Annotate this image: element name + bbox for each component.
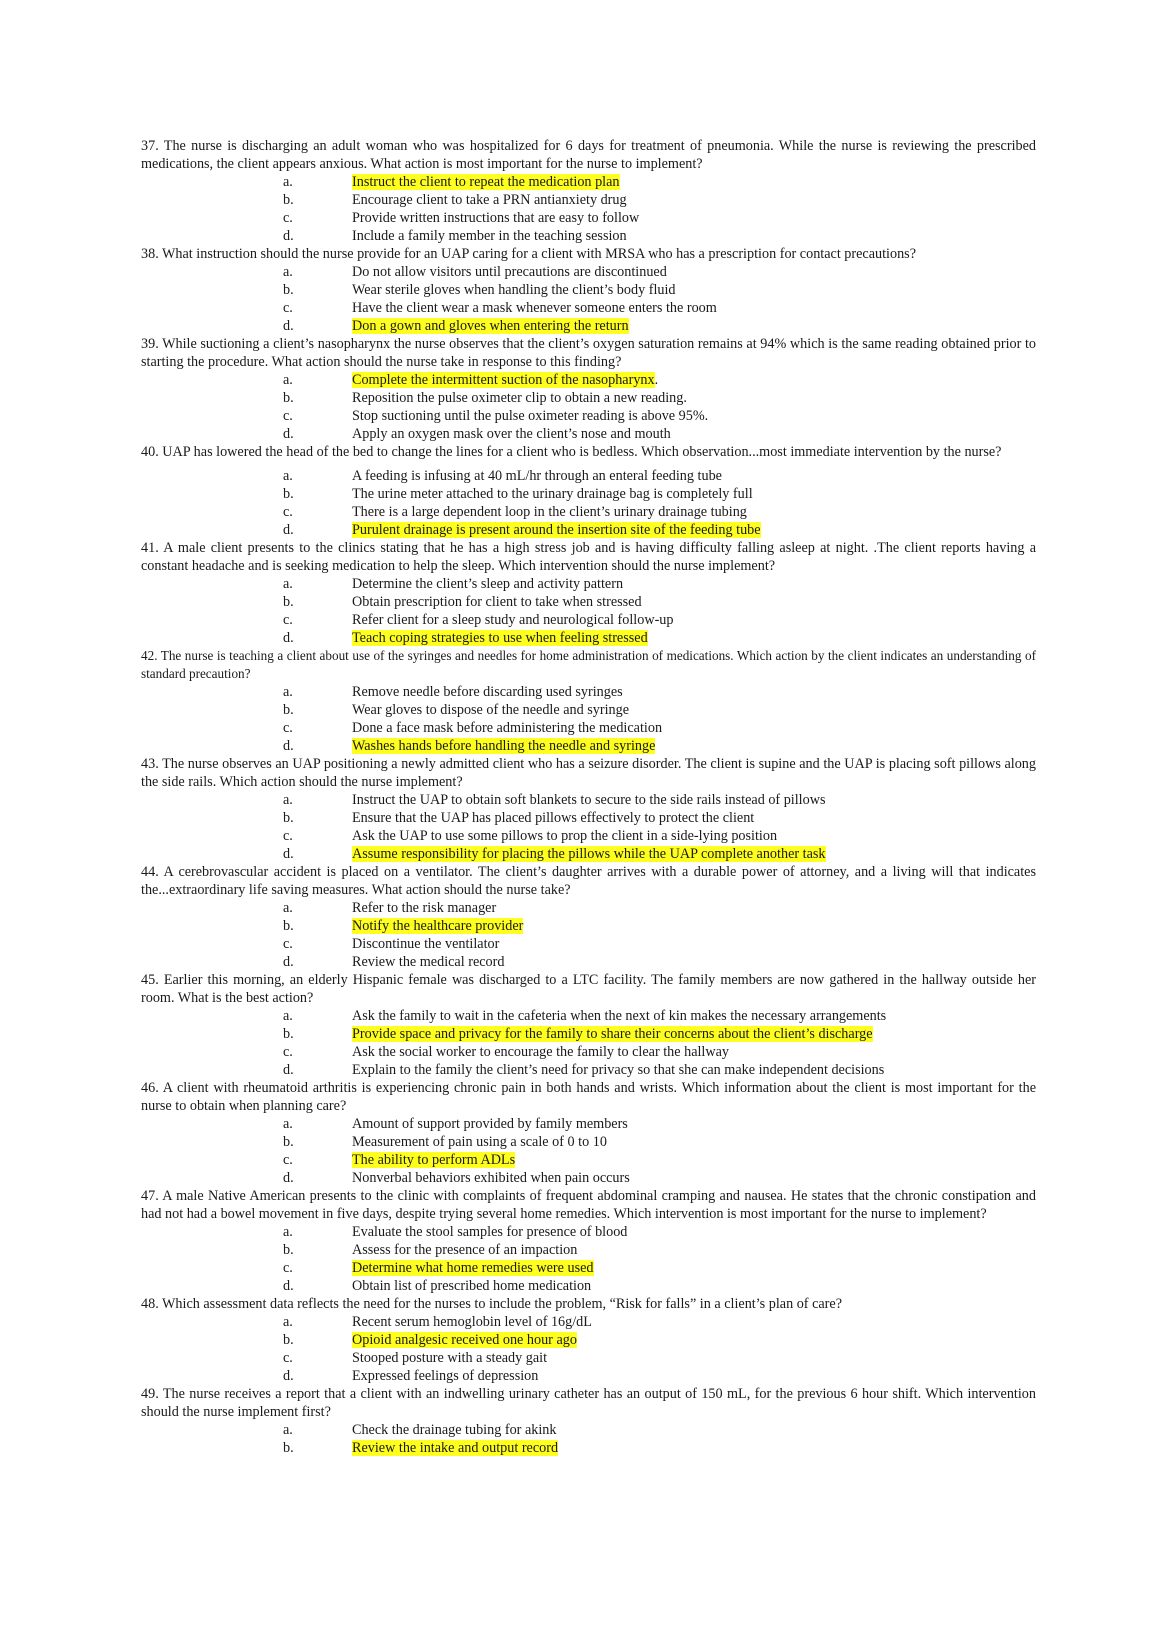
option-text: Obtain list of prescribed home medication	[352, 1278, 592, 1294]
option-letter: a.	[283, 1224, 293, 1240]
answer-option	[141, 1025, 1036, 1043]
option-text: Stop suctioning until the pulse oximeter reading is above 95%.	[352, 408, 709, 424]
option-letter: c.	[283, 1260, 293, 1276]
option-letter: b.	[283, 918, 294, 934]
answer-option	[141, 389, 1036, 407]
option-letter: b.	[283, 594, 294, 610]
option-letter: a.	[283, 792, 293, 808]
answer-option	[141, 299, 1036, 317]
answer-option	[141, 503, 1036, 521]
option-letter: b.	[283, 1242, 294, 1258]
option-letter: a.	[283, 174, 293, 190]
question-stem: 37. The nurse is discharging an adult woman who was hospitalized for 6 days for treatment of pneumonia. While the nurse is reviewing the prescribed medications, the client appears anxious. What action is most important for the nurse to implement?	[141, 138, 1036, 172]
option-letter: c.	[283, 210, 293, 226]
option-letter: a.	[283, 1422, 293, 1438]
option-text: Assess for the presence of an impaction	[352, 1242, 578, 1258]
option-letter: c.	[283, 1152, 293, 1168]
answer-option	[141, 899, 1036, 917]
option-letter: d.	[283, 954, 294, 970]
answer-option	[141, 1259, 1036, 1277]
question-stem: 39. While suctioning a client’s nasopharynx the nurse observes that the client’s oxygen saturation remains at 94% which is the same reading obtained prior to starting the procedure. What action should the nurse take in response to this finding?	[141, 336, 1036, 370]
option-letter: a.	[283, 468, 293, 484]
answer-option	[141, 935, 1036, 953]
highlighted-answer-text: Washes hands before handling the needle and syringe	[352, 738, 656, 754]
question-block	[141, 647, 1036, 755]
answer-option	[141, 1151, 1036, 1169]
highlighted-answer-text: Assume responsibility for placing the pillows while the UAP complete another task	[352, 846, 826, 862]
answer-option	[141, 467, 1036, 485]
highlighted-answer-text: Purulent drainage is present around the insertion site of the feeding tube	[352, 522, 761, 538]
option-letter: b.	[283, 282, 294, 298]
question-block	[141, 443, 1036, 539]
option-letter: a.	[283, 372, 293, 388]
answer-option	[141, 485, 1036, 503]
question-block	[141, 1385, 1036, 1457]
question-stem: 44. A cerebrovascular accident is placed on a ventilator. The client’s daughter arrives with a durable power of attorney, and a living will that indicates the...extraordinary life saving measures. What action should the nurse take?	[141, 864, 1036, 898]
answer-option	[141, 1007, 1036, 1025]
option-letter: d.	[283, 318, 294, 334]
option-letter: d.	[283, 738, 294, 754]
option-letter: c.	[283, 300, 293, 316]
question-stem: 42. The nurse is teaching a client about use of the syringes and needles for home administration of medications. Which action by the client indicates an understanding of standard precaution?	[141, 648, 1036, 681]
question-stem: 49. The nurse receives a report that a client with an indwelling urinary catheter has an output of 150 mL, for the previous 6 hour shift. Which intervention should the nurse implement first?	[141, 1386, 1036, 1420]
option-text: Provide written instructions that are easy to follow	[352, 210, 640, 226]
question-block	[141, 245, 1036, 335]
question-block	[141, 1187, 1036, 1295]
answer-option	[141, 809, 1036, 827]
option-letter: c.	[283, 504, 293, 520]
answer-option	[141, 317, 1036, 335]
question-stem: 48. Which assessment data reflects the need for the nurses to include the problem, “Risk for falls” in a client’s plan of care?	[141, 1296, 842, 1312]
option-letter: c.	[283, 1044, 293, 1060]
option-text: Check the drainage tubing for akink	[352, 1422, 557, 1438]
option-text: Stooped posture with a steady gait	[352, 1350, 548, 1366]
answer-option	[141, 1421, 1036, 1439]
option-text: Include a family member in the teaching session	[352, 228, 627, 244]
answer-option	[141, 1169, 1036, 1187]
answer-option	[141, 1223, 1036, 1241]
option-letter: a.	[283, 684, 293, 700]
question-stem: 41. A male client presents to the clinics stating that he has a high stress job and is having difficulty falling asleep at night. .The client reports having a constant headache and is seeking medication to help the sleep. Which intervention should the nurse implement?	[141, 540, 1036, 574]
option-text: Recent serum hemoglobin level of 16g/dL	[352, 1314, 592, 1330]
option-text: Remove needle before discarding used syringes	[352, 684, 623, 700]
option-text: Ask the family to wait in the cafeteria when the next of kin makes the necessary arrangements	[352, 1008, 887, 1024]
answer-option	[141, 917, 1036, 935]
answer-option	[141, 1277, 1036, 1295]
option-text: Ask the UAP to use some pillows to prop the client in a side-lying position	[352, 828, 778, 844]
option-letter: b.	[283, 1026, 294, 1042]
answer-option	[141, 845, 1036, 863]
option-letter: c.	[283, 936, 293, 952]
option-letter: d.	[283, 1368, 294, 1384]
option-letter: a.	[283, 1008, 293, 1024]
option-letter: c.	[283, 408, 293, 424]
answer-option	[141, 407, 1036, 425]
option-text: Amount of support provided by family members	[352, 1116, 628, 1132]
option-letter: b.	[283, 1134, 294, 1150]
option-text: Ensure that the UAP has placed pillows effectively to protect the client	[352, 810, 755, 826]
question-block	[141, 137, 1036, 245]
option-text: Instruct the UAP to obtain soft blankets to secure to the side rails instead of pillows	[352, 792, 826, 808]
option-letter: a.	[283, 1116, 293, 1132]
option-text: Wear gloves to dispose of the needle and syringe	[352, 702, 630, 718]
answer-option	[141, 1367, 1036, 1385]
option-letter: b.	[283, 1440, 294, 1456]
option-letter: c.	[283, 828, 293, 844]
option-text: There is a large dependent loop in the client’s urinary drainage tubing	[352, 504, 747, 520]
option-letter: b.	[283, 192, 294, 208]
option-text: Determine the client’s sleep and activity pattern	[352, 576, 624, 592]
highlighted-answer-text: Opioid analgesic received one hour ago	[352, 1332, 577, 1348]
question-stem: 46. A client with rheumatoid arthritis is experiencing chronic pain in both hands and wrists. Which information about the client is most important for the nurse to obtain when planning care?	[141, 1080, 1036, 1114]
answer-option	[141, 1061, 1036, 1079]
highlighted-answer-text: Provide space and privacy for the family to share their concerns about the client’s discharge	[352, 1026, 873, 1042]
highlighted-answer-text: Don a gown and gloves when entering the return	[352, 318, 629, 334]
option-letter: a.	[283, 576, 293, 592]
option-text: Expressed feelings of depression	[352, 1368, 539, 1384]
option-text: Measurement of pain using a scale of 0 to 10	[352, 1134, 607, 1150]
option-letter: b.	[283, 702, 294, 718]
answer-option	[141, 173, 1036, 191]
answer-option	[141, 719, 1036, 737]
option-text: Done a face mask before administering the medication	[352, 720, 663, 736]
document-page	[141, 137, 1036, 1457]
question-stem: 43. The nurse observes an UAP positioning a newly admitted client who has a seizure disorder. The client is supine and the UAP is placing soft pillows along the side rails. Which action should the nurse implement?	[141, 756, 1036, 790]
option-letter: c.	[283, 720, 293, 736]
answer-option	[141, 521, 1036, 539]
question-block	[141, 755, 1036, 863]
question-stem: 38. What instruction should the nurse provide for an UAP caring for a client with MRSA who has a prescription for contact precautions?	[141, 246, 917, 262]
option-letter: a.	[283, 264, 293, 280]
answer-option	[141, 1043, 1036, 1061]
answer-option	[141, 1439, 1036, 1457]
option-text: Discontinue the ventilator	[352, 936, 500, 952]
answer-option	[141, 575, 1036, 593]
answer-option	[141, 1349, 1036, 1367]
option-text: Apply an oxygen mask over the client’s nose and mouth	[352, 426, 671, 442]
highlighted-answer-text: Complete the intermittent suction of the nasopharynx	[352, 372, 655, 388]
answer-option	[141, 629, 1036, 647]
option-text: Nonverbal behaviors exhibited when pain occurs	[352, 1170, 630, 1186]
answer-option	[141, 209, 1036, 227]
answer-option	[141, 611, 1036, 629]
option-text: Ask the social worker to encourage the family to clear the hallway	[352, 1044, 730, 1060]
option-suffix: .	[654, 372, 659, 388]
option-text: Obtain prescription for client to take when stressed	[352, 594, 642, 610]
question-stem: 40. UAP has lowered the head of the bed to change the lines for a client who is bedless. Which observation...most immediate intervention by the nurse?	[141, 444, 1002, 460]
option-letter: b.	[283, 390, 294, 406]
question-block	[141, 863, 1036, 971]
question-block	[141, 971, 1036, 1079]
option-letter: a.	[283, 900, 293, 916]
option-letter: d.	[283, 1170, 294, 1186]
option-letter: d.	[283, 228, 294, 244]
option-text: Reposition the pulse oximeter clip to obtain a new reading.	[352, 390, 687, 406]
question-stem: 45. Earlier this morning, an elderly Hispanic female was discharged to a LTC facility. The family members are now gathered in the hallway outside her room. What is the best action?	[141, 972, 1036, 1006]
option-letter: c.	[283, 1350, 293, 1366]
option-letter: a.	[283, 1314, 293, 1330]
answer-option	[141, 227, 1036, 245]
answer-option	[141, 593, 1036, 611]
option-letter: d.	[283, 1062, 294, 1078]
question-stem: 47. A male Native American presents to the clinic with complaints of frequent abdominal cramping and nausea. He states that the chronic constipation and had not had a bowel movement in five days, despite trying several home remedies. Which intervention is most important for the nurse to implement?	[141, 1188, 1036, 1222]
answer-option	[141, 1241, 1036, 1259]
answer-option	[141, 191, 1036, 209]
question-block	[141, 335, 1036, 443]
option-text: Refer client for a sleep study and neurological follow-up	[352, 612, 674, 628]
answer-option	[141, 737, 1036, 755]
answer-option	[141, 701, 1036, 719]
option-text: Have the client wear a mask whenever someone enters the room	[352, 300, 717, 316]
option-text: Explain to the family the client’s need for privacy so that she can make independent decisions	[352, 1062, 885, 1078]
answer-option	[141, 1313, 1036, 1331]
answer-option	[141, 281, 1036, 299]
option-letter: b.	[283, 486, 294, 502]
highlighted-answer-text: Teach coping strategies to use when feeling stressed	[352, 630, 648, 646]
highlighted-answer-text: Notify the healthcare provider	[352, 918, 524, 934]
question-block	[141, 1295, 1036, 1385]
answer-option	[141, 1133, 1036, 1151]
question-block	[141, 539, 1036, 647]
option-text: Encourage client to take a PRN antianxiety drug	[352, 192, 627, 208]
answer-option	[141, 371, 1036, 389]
option-text: Wear sterile gloves when handling the client’s body fluid	[352, 282, 676, 298]
highlighted-answer-text: The ability to perform ADLs	[352, 1152, 516, 1168]
answer-option	[141, 683, 1036, 701]
option-text: Do not allow visitors until precautions are discontinued	[352, 264, 667, 280]
option-letter: d.	[283, 522, 294, 538]
answer-option	[141, 1115, 1036, 1133]
answer-option	[141, 953, 1036, 971]
option-letter: b.	[283, 810, 294, 826]
option-letter: d.	[283, 630, 294, 646]
option-text: Evaluate the stool samples for presence of blood	[352, 1224, 628, 1240]
option-text: Refer to the risk manager	[352, 900, 497, 916]
option-text: A feeding is infusing at 40 mL/hr through an enteral feeding tube	[352, 468, 722, 484]
option-text: Review the medical record	[352, 954, 505, 970]
answer-option	[141, 791, 1036, 809]
highlighted-answer-text: Instruct the client to repeat the medication plan	[352, 174, 620, 190]
answer-option	[141, 827, 1036, 845]
option-letter: d.	[283, 1278, 294, 1294]
answer-option	[141, 1331, 1036, 1349]
highlighted-answer-text: Determine what home remedies were used	[352, 1260, 594, 1276]
option-letter: c.	[283, 612, 293, 628]
answer-option	[141, 263, 1036, 281]
option-text: The urine meter attached to the urinary drainage bag is completely full	[352, 486, 753, 502]
answer-option	[141, 425, 1036, 443]
option-letter: b.	[283, 1332, 294, 1348]
option-letter: d.	[283, 426, 294, 442]
question-block	[141, 1079, 1036, 1187]
option-letter: d.	[283, 846, 294, 862]
highlighted-answer-text: Review the intake and output record	[352, 1440, 559, 1456]
